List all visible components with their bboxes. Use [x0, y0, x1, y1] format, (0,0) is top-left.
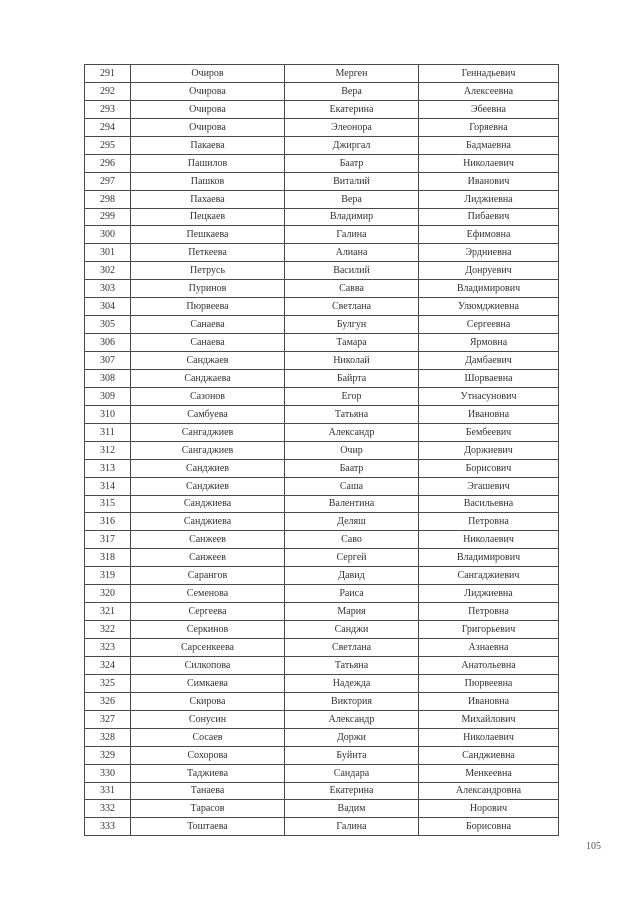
last-name-cell: Очиров: [131, 65, 285, 83]
last-name-cell: Сергеева: [131, 603, 285, 621]
row-number-cell: 305: [85, 316, 131, 334]
first-name-cell: Вадим: [285, 800, 419, 818]
table-row: [85, 639, 559, 657]
first-name-cell: Давид: [285, 567, 419, 585]
patronymic-cell: Пюрвеевна: [419, 674, 559, 692]
row-number-cell: 294: [85, 118, 131, 136]
last-name-cell: Сарангов: [131, 567, 285, 585]
table-row: [85, 513, 559, 531]
first-name-cell: Алиана: [285, 244, 419, 262]
patronymic-cell: Дамбаевич: [419, 352, 559, 370]
last-name-cell: Санджаева: [131, 369, 285, 387]
first-name-cell: Саша: [285, 477, 419, 495]
patronymic-cell: Николаевич: [419, 154, 559, 172]
patronymic-cell: Михайлович: [419, 710, 559, 728]
first-name-cell: Джиргал: [285, 136, 419, 154]
patronymic-cell: Сергеевна: [419, 316, 559, 334]
table-row: [85, 710, 559, 728]
first-name-cell: Светлана: [285, 639, 419, 657]
table-row: [85, 818, 559, 836]
table-row: [85, 190, 559, 208]
first-name-cell: Саво: [285, 531, 419, 549]
first-name-cell: Татьяна: [285, 656, 419, 674]
patronymic-cell: Норович: [419, 800, 559, 818]
row-number-cell: 332: [85, 800, 131, 818]
patronymic-cell: Владимирович: [419, 549, 559, 567]
table-row: [85, 441, 559, 459]
last-name-cell: Санжеев: [131, 531, 285, 549]
table-row: [85, 585, 559, 603]
row-number-cell: 325: [85, 674, 131, 692]
patronymic-cell: Санджиевна: [419, 746, 559, 764]
last-name-cell: Санджиева: [131, 495, 285, 513]
last-name-cell: Пашков: [131, 172, 285, 190]
row-number-cell: 310: [85, 405, 131, 423]
row-number-cell: 322: [85, 621, 131, 639]
last-name-cell: Сохорова: [131, 746, 285, 764]
patronymic-cell: Пибаевич: [419, 208, 559, 226]
table-row: [85, 65, 559, 83]
table-row: [85, 782, 559, 800]
last-name-cell: Пюрвеева: [131, 298, 285, 316]
row-number-cell: 327: [85, 710, 131, 728]
first-name-cell: Булгун: [285, 316, 419, 334]
first-name-cell: Савва: [285, 280, 419, 298]
first-name-cell: Сергей: [285, 549, 419, 567]
table-row: [85, 154, 559, 172]
row-number-cell: 292: [85, 82, 131, 100]
patronymic-cell: Эгашевич: [419, 477, 559, 495]
last-name-cell: Семенова: [131, 585, 285, 603]
row-number-cell: 303: [85, 280, 131, 298]
last-name-cell: Очирова: [131, 82, 285, 100]
table-row: [85, 316, 559, 334]
table-row: [85, 674, 559, 692]
table-row: [85, 764, 559, 782]
first-name-cell: Светлана: [285, 298, 419, 316]
row-number-cell: 326: [85, 692, 131, 710]
row-number-cell: 306: [85, 334, 131, 352]
first-name-cell: Тамара: [285, 334, 419, 352]
last-name-cell: Санаева: [131, 334, 285, 352]
table-row: [85, 118, 559, 136]
last-name-cell: Тоштаева: [131, 818, 285, 836]
table-body: [85, 65, 559, 836]
last-name-cell: Санджаев: [131, 352, 285, 370]
row-number-cell: 315: [85, 495, 131, 513]
table-row: [85, 477, 559, 495]
last-name-cell: Петрусь: [131, 262, 285, 280]
last-name-cell: Пешкаева: [131, 226, 285, 244]
table-row: [85, 405, 559, 423]
row-number-cell: 323: [85, 639, 131, 657]
last-name-cell: Силкопова: [131, 656, 285, 674]
table-row: [85, 298, 559, 316]
table-row: [85, 549, 559, 567]
patronymic-cell: Бадмаевна: [419, 136, 559, 154]
patronymic-cell: Геннадьевич: [419, 65, 559, 83]
patronymic-cell: Лиджиевна: [419, 585, 559, 603]
first-name-cell: Галина: [285, 226, 419, 244]
table-row: [85, 208, 559, 226]
table-row: [85, 692, 559, 710]
last-name-cell: Санджиев: [131, 477, 285, 495]
table-row: [85, 244, 559, 262]
last-name-cell: Санджиева: [131, 513, 285, 531]
row-number-cell: 320: [85, 585, 131, 603]
last-name-cell: Самбуева: [131, 405, 285, 423]
first-name-cell: Екатерина: [285, 782, 419, 800]
first-name-cell: Александр: [285, 710, 419, 728]
last-name-cell: Очирова: [131, 118, 285, 136]
row-number-cell: 307: [85, 352, 131, 370]
last-name-cell: Сангаджиев: [131, 423, 285, 441]
page-number: 105: [586, 841, 601, 852]
patronymic-cell: Петровна: [419, 513, 559, 531]
last-name-cell: Пахаева: [131, 190, 285, 208]
patronymic-cell: Донруевич: [419, 262, 559, 280]
last-name-cell: Пуринов: [131, 280, 285, 298]
row-number-cell: 319: [85, 567, 131, 585]
table-row: [85, 621, 559, 639]
first-name-cell: Баатр: [285, 459, 419, 477]
patronymic-cell: Ефимовна: [419, 226, 559, 244]
table-row: [85, 567, 559, 585]
table-row: [85, 603, 559, 621]
table-row: [85, 226, 559, 244]
first-name-cell: Валентина: [285, 495, 419, 513]
row-number-cell: 293: [85, 100, 131, 118]
patronymic-cell: Алексеевна: [419, 82, 559, 100]
row-number-cell: 301: [85, 244, 131, 262]
patronymic-cell: Александровна: [419, 782, 559, 800]
first-name-cell: Василий: [285, 262, 419, 280]
patronymic-cell: Улюмджиевна: [419, 298, 559, 316]
first-name-cell: Санджи: [285, 621, 419, 639]
first-name-cell: Элеонора: [285, 118, 419, 136]
patronymic-cell: Утнасунович: [419, 387, 559, 405]
row-number-cell: 297: [85, 172, 131, 190]
patronymic-cell: Доржиевич: [419, 441, 559, 459]
last-name-cell: Сангаджиев: [131, 441, 285, 459]
last-name-cell: Танаева: [131, 782, 285, 800]
first-name-cell: Вера: [285, 82, 419, 100]
last-name-cell: Санаева: [131, 316, 285, 334]
first-name-cell: Сандара: [285, 764, 419, 782]
first-name-cell: Мария: [285, 603, 419, 621]
last-name-cell: Серкинов: [131, 621, 285, 639]
table-row: [85, 369, 559, 387]
table-row: [85, 728, 559, 746]
first-name-cell: Байрта: [285, 369, 419, 387]
table-row: [85, 280, 559, 298]
table-row: [85, 800, 559, 818]
patronymic-cell: Лиджиевна: [419, 190, 559, 208]
first-name-cell: Виталий: [285, 172, 419, 190]
patronymic-cell: Азнаевна: [419, 639, 559, 657]
first-name-cell: Екатерина: [285, 100, 419, 118]
row-number-cell: 331: [85, 782, 131, 800]
patronymic-cell: Борисович: [419, 459, 559, 477]
last-name-cell: Пашилов: [131, 154, 285, 172]
last-name-cell: Очирова: [131, 100, 285, 118]
last-name-cell: Симкаева: [131, 674, 285, 692]
first-name-cell: Деляш: [285, 513, 419, 531]
last-name-cell: Скирова: [131, 692, 285, 710]
first-name-cell: Баатр: [285, 154, 419, 172]
first-name-cell: Надежда: [285, 674, 419, 692]
patronymic-cell: Владимирович: [419, 280, 559, 298]
row-number-cell: 312: [85, 441, 131, 459]
row-number-cell: 330: [85, 764, 131, 782]
patronymic-cell: Бембеевич: [419, 423, 559, 441]
row-number-cell: 304: [85, 298, 131, 316]
row-number-cell: 298: [85, 190, 131, 208]
row-number-cell: 314: [85, 477, 131, 495]
row-number-cell: 300: [85, 226, 131, 244]
row-number-cell: 333: [85, 818, 131, 836]
table-row: [85, 495, 559, 513]
row-number-cell: 328: [85, 728, 131, 746]
row-number-cell: 299: [85, 208, 131, 226]
last-name-cell: Санжеев: [131, 549, 285, 567]
first-name-cell: Николай: [285, 352, 419, 370]
last-name-cell: Таджиева: [131, 764, 285, 782]
first-name-cell: Егор: [285, 387, 419, 405]
first-name-cell: Буйнта: [285, 746, 419, 764]
row-number-cell: 318: [85, 549, 131, 567]
row-number-cell: 321: [85, 603, 131, 621]
patronymic-cell: Николаевич: [419, 531, 559, 549]
patronymic-cell: Николаевич: [419, 728, 559, 746]
row-number-cell: 324: [85, 656, 131, 674]
patronymic-cell: Эбеевна: [419, 100, 559, 118]
table-row: [85, 172, 559, 190]
first-name-cell: Очир: [285, 441, 419, 459]
row-number-cell: 329: [85, 746, 131, 764]
first-name-cell: Виктория: [285, 692, 419, 710]
row-number-cell: 311: [85, 423, 131, 441]
last-name-cell: Пакаева: [131, 136, 285, 154]
patronymic-cell: Сангаджиевич: [419, 567, 559, 585]
patronymic-cell: Менкеевна: [419, 764, 559, 782]
names-table: [84, 64, 559, 836]
first-name-cell: Татьяна: [285, 405, 419, 423]
last-name-cell: Сазонов: [131, 387, 285, 405]
last-name-cell: Петкеева: [131, 244, 285, 262]
table-row: [85, 459, 559, 477]
patronymic-cell: Васильевна: [419, 495, 559, 513]
table-row: [85, 387, 559, 405]
first-name-cell: Мерген: [285, 65, 419, 83]
row-number-cell: 291: [85, 65, 131, 83]
row-number-cell: 308: [85, 369, 131, 387]
table-row: [85, 423, 559, 441]
row-number-cell: 317: [85, 531, 131, 549]
row-number-cell: 309: [85, 387, 131, 405]
first-name-cell: Владимир: [285, 208, 419, 226]
patronymic-cell: Ивановна: [419, 692, 559, 710]
table-row: [85, 531, 559, 549]
patronymic-cell: Иванович: [419, 172, 559, 190]
table-row: [85, 262, 559, 280]
patronymic-cell: Горяевна: [419, 118, 559, 136]
last-name-cell: Сонусин: [131, 710, 285, 728]
table-row: [85, 82, 559, 100]
row-number-cell: 295: [85, 136, 131, 154]
table-row: [85, 100, 559, 118]
patronymic-cell: Шорваевна: [419, 369, 559, 387]
patronymic-cell: Григорьевич: [419, 621, 559, 639]
patronymic-cell: Ивановна: [419, 405, 559, 423]
last-name-cell: Сарсенкеева: [131, 639, 285, 657]
patronymic-cell: Ярмовна: [419, 334, 559, 352]
row-number-cell: 316: [85, 513, 131, 531]
row-number-cell: 313: [85, 459, 131, 477]
table-row: [85, 352, 559, 370]
table-row: [85, 656, 559, 674]
last-name-cell: Тарасов: [131, 800, 285, 818]
table-row: [85, 334, 559, 352]
first-name-cell: Вера: [285, 190, 419, 208]
first-name-cell: Александр: [285, 423, 419, 441]
first-name-cell: Доржи: [285, 728, 419, 746]
first-name-cell: Раиса: [285, 585, 419, 603]
patronymic-cell: Петровна: [419, 603, 559, 621]
last-name-cell: Санджиев: [131, 459, 285, 477]
last-name-cell: Сосаев: [131, 728, 285, 746]
row-number-cell: 302: [85, 262, 131, 280]
first-name-cell: Галина: [285, 818, 419, 836]
last-name-cell: Пецкаев: [131, 208, 285, 226]
table-row: [85, 746, 559, 764]
row-number-cell: 296: [85, 154, 131, 172]
patronymic-cell: Борисовна: [419, 818, 559, 836]
table-row: [85, 136, 559, 154]
patronymic-cell: Анатольевна: [419, 656, 559, 674]
patronymic-cell: Эрдниевна: [419, 244, 559, 262]
